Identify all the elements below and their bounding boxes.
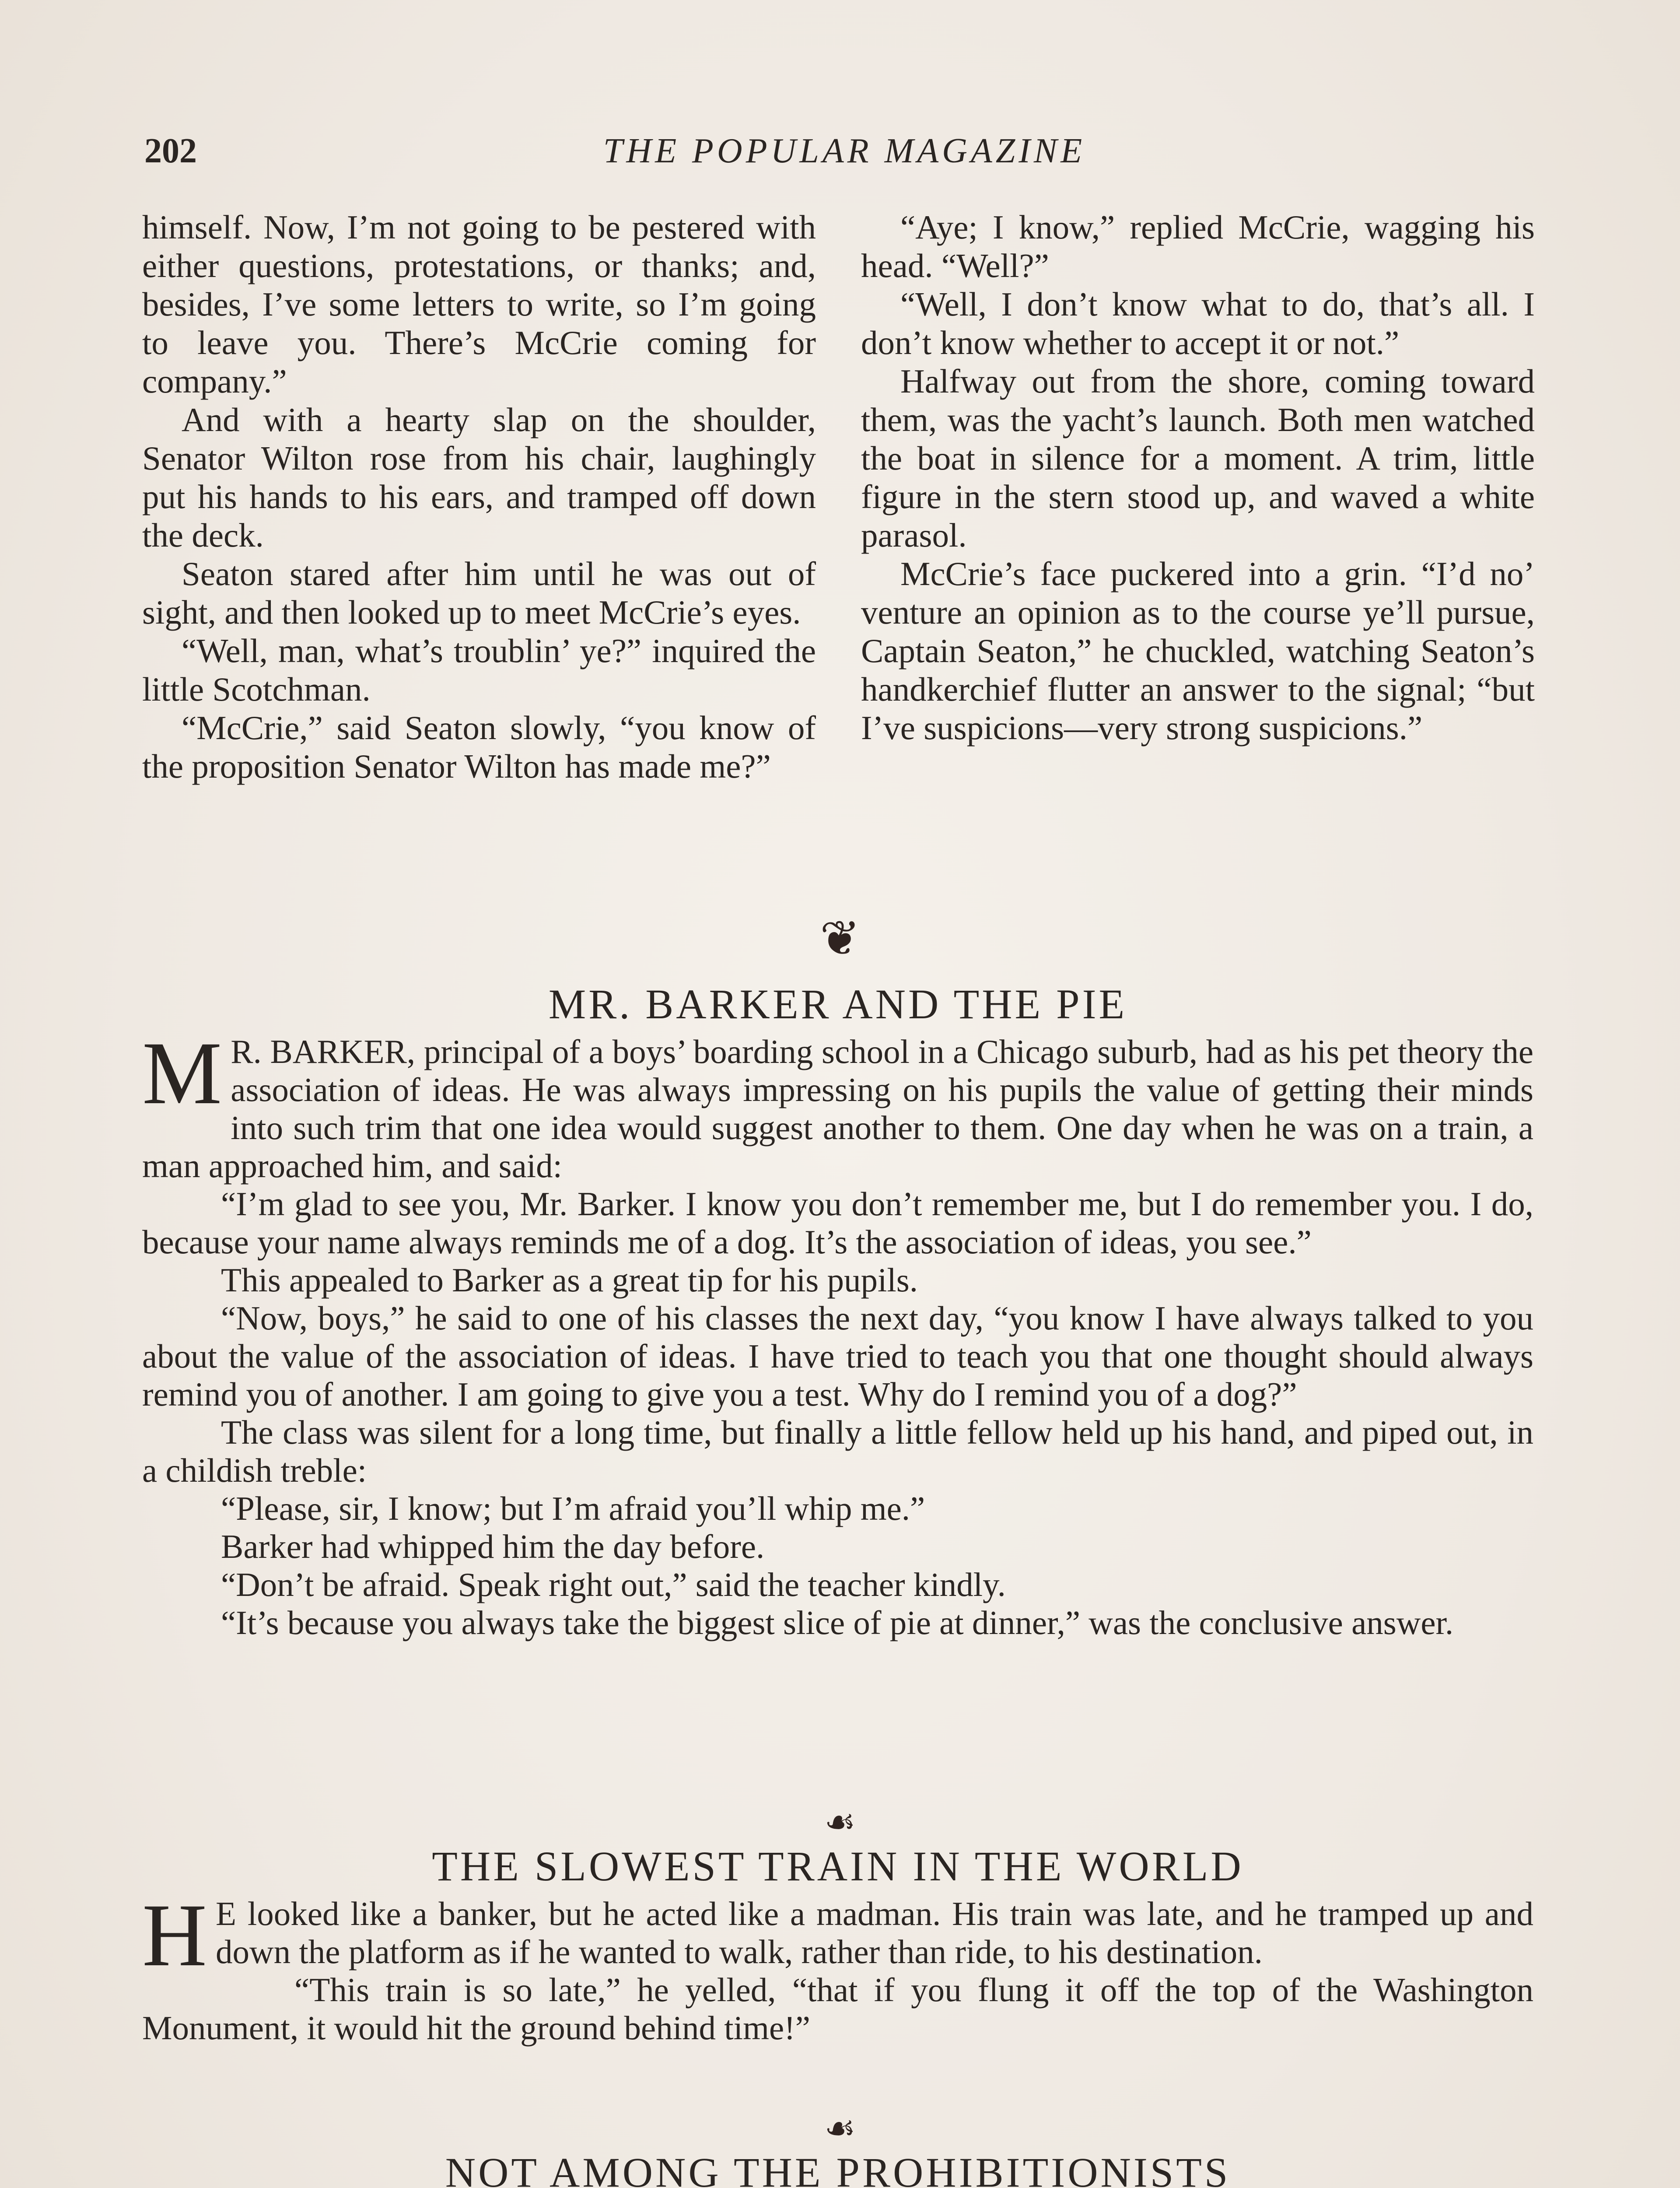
paragraph: Barker had whipped him the day before. bbox=[221, 1528, 765, 1565]
scroll-ornament-icon: ☙ bbox=[824, 1803, 856, 1842]
story-title: MR. BARKER AND THE PIE bbox=[548, 981, 1127, 1027]
scroll-ornament-icon: ☙ bbox=[824, 2110, 856, 2148]
paragraph: “This train is so late,” he yelled, “that if you flung it off the top of the Washington Monument, it would hit the ground behind time!” bbox=[142, 1971, 1533, 2047]
story-mr-barker bbox=[142, 980, 1533, 1642]
paragraph: Seaton stared after him until he was out of sight, and then looked up to meet McCrie’s eyes. bbox=[142, 555, 816, 631]
story-prohibitionists bbox=[142, 2149, 1533, 2188]
paragraph: “I’m glad to see you, Mr. Barker. I know you don’t remember me, but I do remember you. I do, because your name always reminds me of a dog. It’s the association of ideas, you see.” bbox=[142, 1185, 1533, 1261]
fleuron-ornament-icon: ❦ bbox=[819, 912, 861, 965]
running-head: THE POPULAR MAGAZINE bbox=[603, 132, 1086, 170]
lead-paragraph: E looked like a banker, but he acted like a madman. His train was late, and he tramped up and down the platform as if he wanted to walk, rather than ride, to his destination. bbox=[216, 1895, 1533, 1971]
story-title: THE SLOWEST TRAIN IN THE WORLD bbox=[432, 1843, 1244, 1890]
drop-cap: H bbox=[142, 1886, 207, 1985]
page-number: 202 bbox=[144, 132, 197, 170]
story-slowest-train bbox=[142, 1842, 1533, 2047]
page-header bbox=[144, 131, 1544, 184]
drop-cap: M bbox=[142, 1024, 222, 1123]
paragraph: “Well, man, what’s troublin’ ye?” inquired the little Scotchman. bbox=[142, 632, 816, 708]
lead-paragraph: R. BARKER, principal of a boys’ boarding school in a Chicago suburb, had as his pet theory the association of ideas. He was always impressing on his pupils the value of getting their minds into such trim that one idea would suggest another to them. One day when he was on a train, a man approached him, and said: bbox=[142, 1033, 1533, 1185]
serial-right-column bbox=[861, 208, 1535, 747]
paragraph: “Well, I don’t know what to do, that’s all. I don’t know whether to accept it or not.” bbox=[861, 285, 1535, 361]
paragraph: The class was silent for a long time, but finally a little fellow held up his hand, and piped out, in a childish treble: bbox=[142, 1413, 1533, 1489]
paragraph: himself. Now, I’m not going to be pestered with either questions, protestations, or thanks; and, besides, I’ve some letters to write, so I’m going to leave you. There’s McCrie coming for company.” bbox=[142, 208, 816, 400]
paragraph: “Now, boys,” he said to one of his classes the next day, “you know I have always talked to you about the value of the association of ideas. I have tried to teach you that one thought should always remind you of another. I am going to give you a test. Why do I remind you of a dog?” bbox=[142, 1299, 1533, 1413]
story-title: NOT AMONG THE PROHIBITIONISTS bbox=[445, 2149, 1231, 2188]
paragraph: “Don’t be afraid. Speak right out,” said the teacher kindly. bbox=[221, 1566, 1006, 1603]
paragraph: And with a hearty slap on the shoulder, Senator Wilton rose from his chair, laughingly put his hands to his ears, and tramped off down the deck. bbox=[142, 401, 816, 554]
paragraph: This appealed to Barker as a great tip for his pupils. bbox=[221, 1261, 918, 1299]
paragraph: “Please, sir, I know; but I’m afraid you’ll whip me.” bbox=[221, 1490, 925, 1527]
paragraph: “McCrie,” said Seaton slowly, “you know of the proposition Senator Wilton has made me?” bbox=[142, 709, 816, 785]
serial-left-column bbox=[142, 208, 816, 785]
paragraph: McCrie’s face puckered into a grin. “I’d no’ venture an opinion as to the course ye’ll pursue, Captain Seaton,” he chuckled, watching Seaton’s handkerchief flutter an answer to the signal; “but I’ve suspicions—very strong suspicions.” bbox=[861, 555, 1535, 747]
paragraph: “It’s because you always take the biggest slice of pie at dinner,” was the conclusive answer. bbox=[221, 1604, 1454, 1641]
paragraph: “Aye; I know,” replied McCrie, wagging his head. “Well?” bbox=[861, 208, 1535, 284]
paragraph: Halfway out from the shore, coming toward them, was the yacht’s launch. Both men watched the boat in silence for a moment. A trim, little figure in the stern stood up, and waved a white parasol. bbox=[861, 362, 1535, 554]
